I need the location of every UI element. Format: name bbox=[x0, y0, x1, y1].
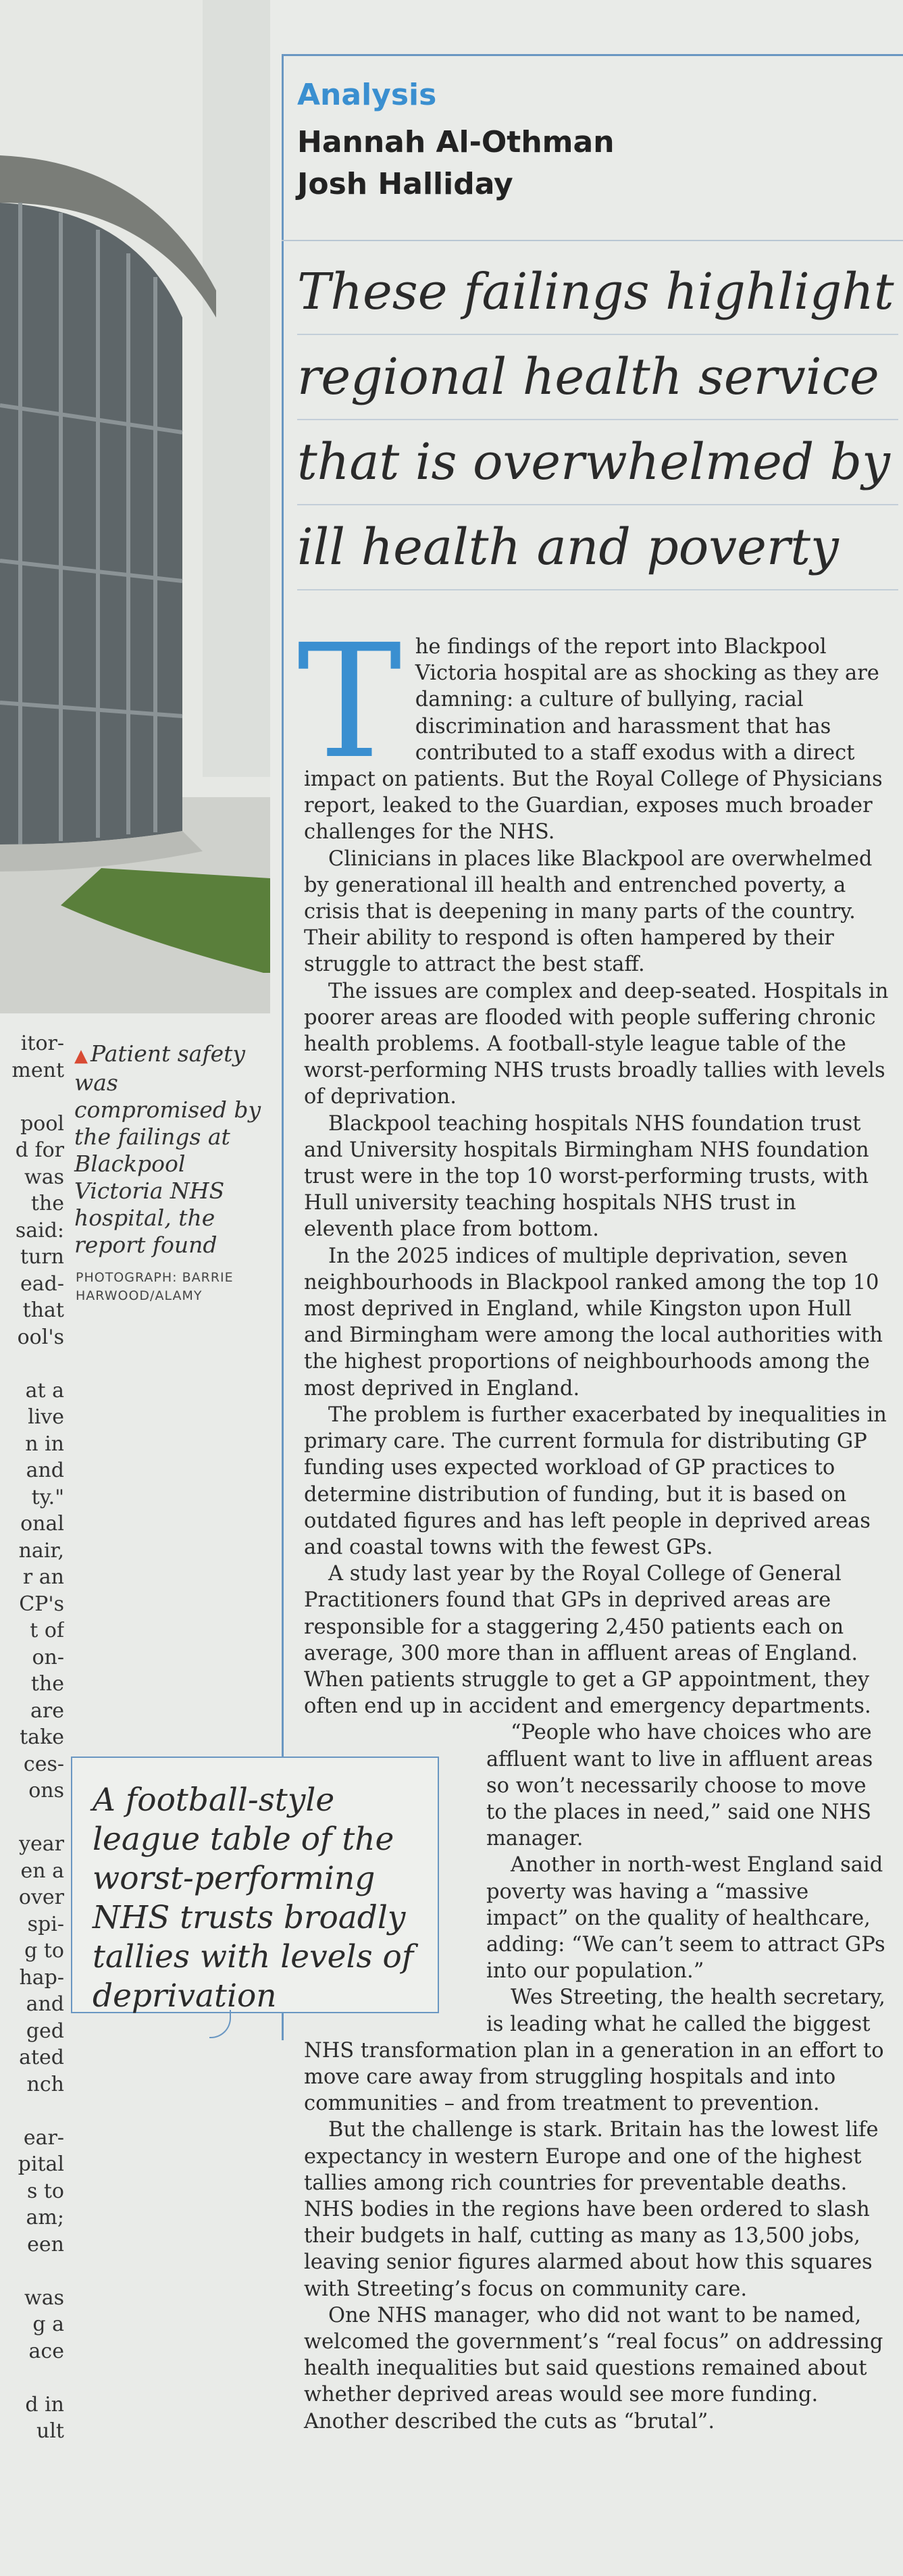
adjacent-article-fragments bbox=[0, 1030, 64, 2445]
fragment-line: year bbox=[19, 1832, 64, 1856]
hospital-building-illustration bbox=[0, 0, 270, 1013]
article-top-rule bbox=[282, 54, 903, 56]
fragment-line: ged bbox=[26, 2019, 64, 2043]
pull-quote-text: A football-style league table of the worst-performing NHS trusts broadly tallies with levels of deprivation bbox=[93, 1782, 414, 2015]
fragment-line: ace bbox=[28, 2339, 64, 2363]
headline-line: regional health service bbox=[297, 335, 898, 420]
fragment-line: said: bbox=[15, 1218, 64, 1242]
byline: Josh Halliday bbox=[297, 167, 513, 201]
fragment-line bbox=[0, 2098, 64, 2125]
paragraph: A study last year by the Royal College of General Practitioners found that GPs in deprived areas are responsible for a staggering 2,450 patients each on average, 300 more than in affluent areas of England. When patients struggle to get a GP appointment, they often end up in accident and emergency departments. bbox=[304, 1562, 871, 1719]
fragment-line: at a bbox=[25, 1378, 64, 1403]
fragment-line: ear- bbox=[23, 2125, 64, 2150]
fragment-line: ty." bbox=[31, 1485, 64, 1509]
section-kicker: Analysis bbox=[297, 78, 437, 112]
fragment-line: t of bbox=[30, 1619, 64, 1642]
paragraph: One NHS manager, who did not want to be named, welcomed the government’s “real focus” on addressing health inequalities but said questions remained about whether deprived areas would see more funding. Another described the cuts as “brutal”. bbox=[304, 2303, 883, 2433]
hospital-photo bbox=[0, 0, 270, 1013]
fragment-line: the bbox=[30, 1192, 64, 1215]
fragment-line: and bbox=[26, 1992, 64, 2016]
fragment-line: d for bbox=[15, 1138, 64, 1162]
paragraph: Another in north-west England said poverty was having a “massive impact” on the quality of healthcare, adding: “We can’t seem to attract GPs into our population.” bbox=[486, 1853, 885, 1984]
fragment-line: spi- bbox=[27, 1912, 64, 1936]
pull-quote-tail bbox=[209, 2010, 231, 2038]
paragraph: Wes Streeting, the health secretary, is leading what he called the biggest NHS transformation plan in a generation in an effort to move care away from struggling hospitals and into communities – and from treatment to prevention. bbox=[304, 1986, 885, 2116]
fragment-line: pool bbox=[20, 1111, 64, 1136]
fragment-line: take bbox=[20, 1725, 64, 1749]
fragment-line: nch bbox=[26, 2072, 64, 2096]
fragment-line bbox=[0, 2365, 64, 2392]
fragment-line: s to bbox=[26, 2179, 64, 2203]
fragment-line: ult bbox=[36, 2419, 64, 2443]
paragraph: Blackpool teaching hospitals NHS foundation trust and University hospitals Birmingham NHS foundation trust were in the top 10 worst-performing trusts, with Hull university teaching hospitals NHS trust in eleventh place from bottom. bbox=[304, 1111, 869, 1242]
fragment-line: ces- bbox=[23, 1752, 64, 1776]
byline: Hannah Al-Othman bbox=[297, 125, 615, 159]
paragraph: In the 2025 indices of multiple deprivation, seven neighbourhoods in Blackpool ranked among the top 10 most deprived in England, while Kingston upon Hull and Birmingham were among the local authorities with the highest proportions of neighbourhoods among the most deprived in England. bbox=[304, 1244, 883, 1400]
fragment-line: over bbox=[18, 1886, 64, 1909]
fragment-line bbox=[0, 1350, 64, 1378]
caption-marker-icon: ▲ bbox=[74, 1046, 88, 1066]
fragment-line: hap- bbox=[19, 1965, 64, 1990]
fragment-line: g to bbox=[24, 1939, 64, 1963]
fragment-line: on- bbox=[32, 1645, 64, 1669]
fragment-line: ment bbox=[11, 1058, 64, 1082]
fragment-line: r an bbox=[22, 1565, 64, 1589]
fragment-line: ated bbox=[19, 2046, 64, 2069]
paragraph: The problem is further exacerbated by inequalities in primary care. The current formula for distributing GP funding uses expected workload of GP practices to determine distribution of funding, but it is based on outdated figures and has left people in deprived areas and coastal towns with the fewest GPs. bbox=[304, 1403, 887, 1559]
fragment-line: onal bbox=[20, 1512, 64, 1536]
fragment-line: that bbox=[22, 1298, 64, 1322]
fragment-line: n in bbox=[25, 1432, 64, 1456]
article-left-rule bbox=[282, 54, 284, 2040]
headline-line: that is overwhelmed by bbox=[297, 420, 898, 505]
fragment-line bbox=[0, 1084, 64, 1111]
fragment-line: am; bbox=[26, 2206, 64, 2229]
drop-cap: T bbox=[297, 611, 402, 793]
headline bbox=[297, 250, 898, 590]
fragment-line: was bbox=[24, 1165, 64, 1189]
paragraph: Clinicians in places like Blackpool are overwhelmed by generational ill health and entrenched poverty, a crisis that is deepening in many parts of the country. Their ability to respond is often hampered by their struggle to attract the best staff. bbox=[304, 847, 873, 977]
headline-rule bbox=[282, 240, 903, 241]
fragment-line: een bbox=[27, 2232, 64, 2256]
article-body bbox=[297, 611, 892, 2435]
fragment-line bbox=[0, 1804, 64, 1832]
paragraph: “People who have choices who are affluent want to live in affluent areas so won’t necessarily choose to move to the places in need,” said one NHS manager. bbox=[486, 1721, 873, 1851]
paragraph: The findings of the report into Blackpool Victoria hospital are as shocking as they are damning: a culture of bullying, racial discrimination and harassment that has contributed to a staff exodus with a direct impact on patients. But the Royal College of Physicians report, leaked to the Guardian, exposes much broader challenges for the NHS. bbox=[297, 611, 883, 844]
bylines bbox=[297, 122, 615, 205]
fragment-line: and bbox=[26, 1459, 64, 1482]
photo-caption: ▲ Patient safety was compromised by the failings at Blackpool Victoria NHS hospital, the report found bbox=[74, 1040, 261, 1258]
fragment-line: turn bbox=[20, 1245, 64, 1269]
pull-quote bbox=[71, 1757, 439, 2013]
fragment-line: live bbox=[28, 1405, 64, 1429]
headline-line: These failings highlight bbox=[297, 250, 898, 335]
fragment-line: ead- bbox=[20, 1271, 64, 1296]
fragment-line: are bbox=[30, 1698, 64, 1723]
fragment-line: CP's bbox=[19, 1592, 64, 1616]
fragment-line: itor- bbox=[20, 1032, 64, 1055]
fragment-line: ons bbox=[28, 1779, 64, 1802]
fragment-line: was bbox=[24, 2285, 64, 2310]
headline-line: ill health and poverty bbox=[297, 505, 898, 590]
paragraph: But the challenge is stark. Britain has the lowest life expectancy in western Europe and one of the highest tallies among rich countries for preventable deaths. NHS bodies in the regions have been ordered to slash their budgets in half, cutting as many as 13,500 jobs, leaving senior figures alarmed about how this squares with Streeting’s focus on community care. bbox=[304, 2118, 879, 2301]
fragment-line: nair, bbox=[18, 1538, 64, 1563]
fragment-line: ool's bbox=[17, 1325, 64, 1349]
fragment-line: en a bbox=[20, 1859, 64, 1883]
fragment-line: d in bbox=[25, 2392, 64, 2417]
fragment-line: the bbox=[30, 1672, 64, 1696]
fragment-line bbox=[0, 2258, 64, 2285]
paragraph: The issues are complex and deep-seated. Hospitals in poorer areas are flooded with people suffering chronic health problems. A football-style league table of the worst-performing NHS trusts broadly tallies with levels of deprivation. bbox=[304, 979, 889, 1109]
fragment-line: pital bbox=[18, 2152, 64, 2176]
fragment-line: g a bbox=[32, 2313, 64, 2336]
photo-credit: PHOTOGRAPH: BARRIE HARWOOD/ALAMY bbox=[76, 1270, 234, 1303]
